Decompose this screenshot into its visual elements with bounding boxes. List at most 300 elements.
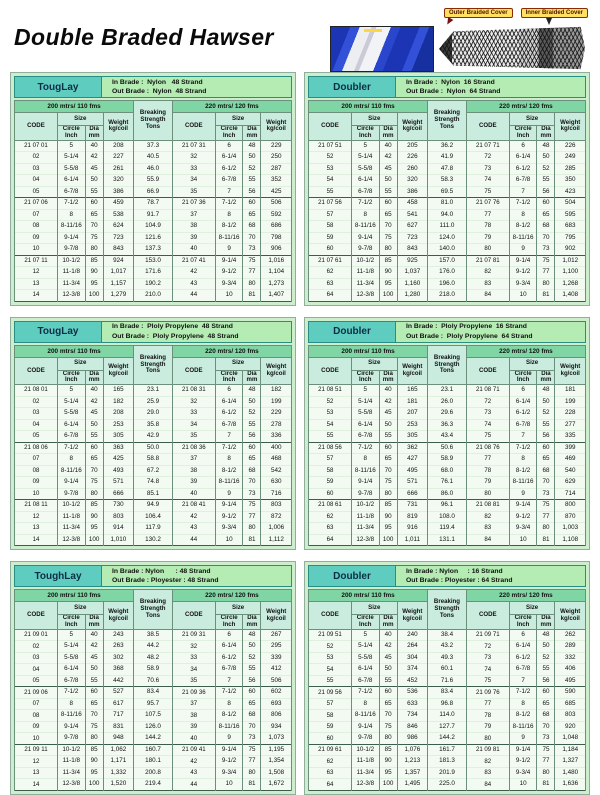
table-row xyxy=(309,767,586,779)
circle-inch-cell: 9 xyxy=(215,244,243,256)
code-cell: 21 08 06 xyxy=(15,442,58,454)
dia-mm-header: Dia mm xyxy=(379,126,397,141)
breaking-strength-cell: 86.0 xyxy=(428,488,467,500)
length-header-row xyxy=(15,101,292,113)
circle-inch-cell: 6-1/2 xyxy=(509,408,537,420)
weight-cell: 925 xyxy=(397,255,427,267)
circle-inch-cell: 5-5/8 xyxy=(351,652,379,664)
code-cell: 21 08 76 xyxy=(466,442,509,454)
code-cell: 07 xyxy=(15,698,58,710)
weight-cell: 1,017 xyxy=(103,267,133,279)
code-cell: 58 xyxy=(309,221,352,233)
breaking-strength-cell: 117.9 xyxy=(134,523,173,535)
breaking-strength-cell: 190.2 xyxy=(134,278,173,290)
code-cell: 35 xyxy=(172,675,215,687)
dia-mm-cell: 100 xyxy=(379,290,397,302)
code-cell: 43 xyxy=(172,767,215,779)
weight-header: Weight kg/coil xyxy=(397,113,427,141)
code-cell: 21 07 56 xyxy=(309,198,352,210)
weight-cell: 506 xyxy=(261,198,292,210)
circle-inch-cell: 5-1/4 xyxy=(351,641,379,653)
weight-cell: 1,184 xyxy=(555,744,586,756)
circle-inch-cell: 7 xyxy=(509,675,537,687)
weight-cell: 1,268 xyxy=(555,278,586,290)
circle-inch-cell: 9-1/2 xyxy=(215,511,243,523)
table-row xyxy=(15,267,292,279)
weight-cell: 1,636 xyxy=(555,779,586,791)
size-header: Size xyxy=(215,113,261,126)
circle-inch-header: Circle Inch xyxy=(509,615,537,630)
dia-mm-cell: 95 xyxy=(85,767,103,779)
circle-inch-cell: 9-3/4 xyxy=(509,523,537,535)
weight-cell: 571 xyxy=(397,477,427,489)
circle-inch-cell: 8-1/2 xyxy=(215,465,243,477)
table-row xyxy=(309,163,586,175)
breaking-strength-cell: 119.4 xyxy=(428,523,467,535)
circle-inch-cell: 9-3/4 xyxy=(215,278,243,290)
dia-mm-cell: 68 xyxy=(243,710,261,722)
code-cell: 80 xyxy=(466,244,509,256)
weight-cell: 1,171 xyxy=(103,756,133,768)
table-row xyxy=(15,465,292,477)
outer-cover-arrow-icon xyxy=(445,17,454,26)
rope-photo xyxy=(330,26,434,72)
code-cell: 21 07 71 xyxy=(466,140,509,152)
inner-cover-arrow-icon xyxy=(546,18,552,25)
size-header: Size xyxy=(215,357,261,370)
breaking-strength-cell: 42.9 xyxy=(134,431,173,443)
weight-cell: 1,037 xyxy=(397,267,427,279)
dia-mm-cell: 55 xyxy=(379,186,397,198)
weight-cell: 368 xyxy=(103,664,133,676)
breaking-strength-cell: 218.0 xyxy=(428,290,467,302)
weight-cell: 633 xyxy=(397,698,427,710)
circle-inch-cell: 5-1/4 xyxy=(351,152,379,164)
weight-cell: 442 xyxy=(103,675,133,687)
code-cell: 02 xyxy=(15,396,58,408)
table-row xyxy=(309,267,586,279)
weight-cell: 253 xyxy=(103,419,133,431)
code-cell: 21 08 41 xyxy=(172,500,215,512)
breaking-strength-cell: 38.5 xyxy=(134,629,173,641)
weight-cell: 253 xyxy=(397,419,427,431)
weight-cell: 495 xyxy=(397,465,427,477)
breaking-strength-cell: 200.8 xyxy=(134,767,173,779)
breaking-strength-cell: 140.0 xyxy=(428,244,467,256)
out-brade-label: Out Brade : Ploly Propylene 48 Strand xyxy=(112,332,239,340)
code-cell: 21 07 36 xyxy=(172,198,215,210)
dia-mm-cell: 75 xyxy=(85,232,103,244)
dia-mm-cell: 60 xyxy=(85,687,103,699)
weight-cell: 425 xyxy=(103,454,133,466)
dia-mm-cell: 75 xyxy=(243,255,261,267)
dia-mm-cell: 80 xyxy=(537,523,555,535)
code-cell: 39 xyxy=(172,721,215,733)
code-cell: 53 xyxy=(309,652,352,664)
circle-inch-cell: 9-1/4 xyxy=(57,232,85,244)
weight-cell: 1,012 xyxy=(555,255,586,267)
circle-inch-cell: 9-3/4 xyxy=(509,767,537,779)
circle-inch-header: Circle Inch xyxy=(57,370,85,385)
size-header: Size xyxy=(351,113,397,126)
weight-header: Weight kg/coil xyxy=(555,602,586,630)
dia-mm-header: Dia mm xyxy=(537,615,555,630)
dia-mm-header: Dia mm xyxy=(379,615,397,630)
breaking-strength-cell: 196.0 xyxy=(428,278,467,290)
dia-mm-cell: 85 xyxy=(379,255,397,267)
dia-mm-cell: 90 xyxy=(85,267,103,279)
breaking-strength-cell: 68.0 xyxy=(428,465,467,477)
table-row xyxy=(309,140,586,152)
breaking-strength-cell: 83.4 xyxy=(428,687,467,699)
code-cell: 54 xyxy=(309,419,352,431)
weight-cell: 902 xyxy=(555,244,586,256)
circle-inch-cell: 7-1/2 xyxy=(215,687,243,699)
dia-mm-cell: 95 xyxy=(379,278,397,290)
dia-mm-cell: 48 xyxy=(243,629,261,641)
length-200-header: 200 mtrs/ 110 fms xyxy=(309,345,428,357)
length-header-row xyxy=(309,590,586,602)
dia-mm-cell: 81 xyxy=(537,290,555,302)
circle-inch-cell: 5 xyxy=(57,140,85,152)
dia-mm-cell: 50 xyxy=(243,396,261,408)
code-cell: 84 xyxy=(466,779,509,791)
code-cell: 74 xyxy=(466,419,509,431)
table-row xyxy=(15,290,292,302)
code-cell: 21 07 06 xyxy=(15,198,58,210)
brade-spec xyxy=(396,565,586,587)
breaking-strength-cell: 201.9 xyxy=(428,767,467,779)
weight-cell: 289 xyxy=(555,641,586,653)
weight-cell: 386 xyxy=(397,186,427,198)
circle-inch-cell: 8-11/16 xyxy=(57,465,85,477)
table-row xyxy=(15,652,292,664)
product-group xyxy=(10,561,296,795)
weight-cell: 250 xyxy=(261,152,292,164)
weight-cell: 914 xyxy=(103,523,133,535)
length-220-header: 220 mtrs/ 120 fms xyxy=(466,590,585,602)
in-brade-label: In Brade : Nylon 48 Strand xyxy=(112,78,203,86)
circle-inch-cell: 11-3/4 xyxy=(57,278,85,290)
dia-mm-cell: 77 xyxy=(243,511,261,523)
code-cell: 21 09 71 xyxy=(466,629,509,641)
table-row xyxy=(309,244,586,256)
weight-cell: 320 xyxy=(397,175,427,187)
dia-mm-cell: 73 xyxy=(537,488,555,500)
dia-mm-cell: 80 xyxy=(85,733,103,745)
breaking-strength-cell: 225.0 xyxy=(428,779,467,791)
dia-mm-cell: 60 xyxy=(537,198,555,210)
breaking-strength-cell: 48.2 xyxy=(134,652,173,664)
code-cell: 21 08 56 xyxy=(309,442,352,454)
dia-mm-header: Dia mm xyxy=(537,370,555,385)
page-header xyxy=(0,0,600,72)
weight-header: Weight kg/coil xyxy=(555,113,586,141)
breaking-strength-cell: 176.0 xyxy=(428,267,467,279)
dia-mm-cell: 65 xyxy=(379,698,397,710)
circle-inch-header: Circle Inch xyxy=(351,370,379,385)
code-header: CODE xyxy=(172,357,215,385)
dia-mm-cell: 55 xyxy=(85,186,103,198)
circle-inch-cell: 5-1/4 xyxy=(57,152,85,164)
dia-mm-cell: 75 xyxy=(379,232,397,244)
code-cell: 10 xyxy=(15,244,58,256)
breaking-strength-cell: 71.6 xyxy=(428,675,467,687)
table-row xyxy=(15,232,292,244)
circle-inch-cell: 9-1/2 xyxy=(509,511,537,523)
weight-cell: 227 xyxy=(103,152,133,164)
code-header: CODE xyxy=(15,357,58,385)
table-row xyxy=(309,186,586,198)
circle-inch-cell: 7 xyxy=(215,675,243,687)
circle-inch-cell: 9-3/4 xyxy=(215,523,243,535)
dia-mm-cell: 65 xyxy=(243,698,261,710)
dia-mm-cell: 65 xyxy=(243,209,261,221)
weight-cell: 199 xyxy=(261,396,292,408)
weight-cell: 714 xyxy=(555,488,586,500)
length-header-row xyxy=(309,101,586,113)
table-row xyxy=(309,756,586,768)
code-cell: 74 xyxy=(466,175,509,187)
product-group xyxy=(10,72,296,306)
code-cell: 09 xyxy=(15,721,58,733)
circle-inch-cell: 9-1/4 xyxy=(351,721,379,733)
hawser-spec-table xyxy=(14,345,292,547)
circle-inch-cell: 6 xyxy=(509,385,537,397)
circle-inch-header: Circle Inch xyxy=(215,370,243,385)
code-cell: 64 xyxy=(309,534,352,546)
dia-mm-cell: 70 xyxy=(537,477,555,489)
dia-mm-cell: 42 xyxy=(85,396,103,408)
weight-cell: 208 xyxy=(103,408,133,420)
product-name: TougLay xyxy=(14,321,102,343)
circle-inch-cell: 11-3/4 xyxy=(351,523,379,535)
hawser-spec-table xyxy=(308,589,586,791)
hawser-spec-table xyxy=(14,589,292,791)
circle-inch-cell: 7 xyxy=(509,186,537,198)
circle-inch-cell: 9-7/8 xyxy=(57,733,85,745)
dia-mm-cell: 42 xyxy=(85,641,103,653)
code-cell: 21 09 11 xyxy=(15,744,58,756)
circle-inch-cell: 6-1/4 xyxy=(509,396,537,408)
code-cell: 12 xyxy=(15,756,58,768)
circle-inch-cell: 10-1/2 xyxy=(57,500,85,512)
dia-mm-cell: 55 xyxy=(85,675,103,687)
code-cell: 21 09 41 xyxy=(172,744,215,756)
table-row xyxy=(309,511,586,523)
circle-inch-cell: 11-1/8 xyxy=(57,267,85,279)
weight-cell: 872 xyxy=(261,511,292,523)
length-220-header: 220 mtrs/ 120 fms xyxy=(172,101,291,113)
circle-inch-cell: 5-1/4 xyxy=(351,396,379,408)
weight-cell: 1,279 xyxy=(103,290,133,302)
weight-cell: 386 xyxy=(103,186,133,198)
circle-inch-cell: 6-7/8 xyxy=(351,186,379,198)
dia-mm-cell: 77 xyxy=(243,756,261,768)
dia-mm-cell: 77 xyxy=(537,511,555,523)
code-cell: 07 xyxy=(15,209,58,221)
circle-inch-cell: 10-1/2 xyxy=(351,744,379,756)
weight-cell: 267 xyxy=(261,629,292,641)
circle-inch-cell: 6-1/4 xyxy=(351,175,379,187)
breaking-strength-cell: 124.0 xyxy=(428,232,467,244)
code-cell: 83 xyxy=(466,278,509,290)
weight-cell: 666 xyxy=(397,488,427,500)
dia-mm-cell: 60 xyxy=(379,687,397,699)
dia-mm-cell: 80 xyxy=(85,244,103,256)
size-header: Size xyxy=(57,113,103,126)
out-brade-label: Out Brade : Nylon 64 Strand xyxy=(406,88,501,95)
weight-cell: 1,073 xyxy=(261,733,292,745)
table-row xyxy=(309,698,586,710)
weight-cell: 723 xyxy=(397,232,427,244)
table-row xyxy=(15,756,292,768)
weight-cell: 1,157 xyxy=(103,278,133,290)
circle-inch-cell: 5-5/8 xyxy=(351,408,379,420)
size-header: Size xyxy=(351,602,397,615)
breaking-strength-cell: 96.1 xyxy=(428,500,467,512)
circle-inch-cell: 9-7/8 xyxy=(57,244,85,256)
table-row xyxy=(15,511,292,523)
circle-inch-cell: 9-7/8 xyxy=(351,244,379,256)
breaking-strength-cell: 40.5 xyxy=(134,152,173,164)
breaking-strength-cell: 94.0 xyxy=(428,209,467,221)
table-row xyxy=(309,710,586,722)
dia-mm-cell: 50 xyxy=(537,396,555,408)
table-row xyxy=(15,175,292,187)
rope-illustration xyxy=(439,26,585,70)
dia-mm-cell: 77 xyxy=(537,756,555,768)
weight-cell: 199 xyxy=(555,396,586,408)
breaking-strength-cell: 181.3 xyxy=(428,756,467,768)
table-row xyxy=(309,779,586,791)
code-cell: 21 08 81 xyxy=(466,500,509,512)
code-cell: 42 xyxy=(172,511,215,523)
circle-inch-cell: 8-11/16 xyxy=(351,465,379,477)
dia-mm-cell: 70 xyxy=(85,465,103,477)
code-cell: 03 xyxy=(15,652,58,664)
dia-mm-cell: 40 xyxy=(85,385,103,397)
dia-mm-cell: 90 xyxy=(85,511,103,523)
code-cell: 84 xyxy=(466,290,509,302)
circle-inch-header: Circle Inch xyxy=(215,615,243,630)
code-cell: 57 xyxy=(309,209,352,221)
weight-cell: 734 xyxy=(397,710,427,722)
circle-inch-cell: 8-11/16 xyxy=(351,710,379,722)
code-cell: 42 xyxy=(172,267,215,279)
code-cell: 21 09 51 xyxy=(309,629,352,641)
circle-inch-cell: 5 xyxy=(57,629,85,641)
weight-cell: 1,010 xyxy=(103,534,133,546)
circle-inch-cell: 8-11/16 xyxy=(215,232,243,244)
code-cell: 80 xyxy=(466,488,509,500)
length-220-header: 220 mtrs/ 120 fms xyxy=(172,345,291,357)
code-cell: 03 xyxy=(15,163,58,175)
weight-cell: 362 xyxy=(397,442,427,454)
circle-inch-cell: 9-1/2 xyxy=(215,267,243,279)
code-cell: 34 xyxy=(172,664,215,676)
circle-inch-cell: 7-1/2 xyxy=(57,198,85,210)
breaking-strength-cell: 29.6 xyxy=(428,408,467,420)
weight-cell: 986 xyxy=(397,733,427,745)
circle-inch-cell: 9-1/4 xyxy=(351,477,379,489)
weight-cell: 1,520 xyxy=(103,779,133,791)
weight-cell: 1,006 xyxy=(261,523,292,535)
weight-cell: 843 xyxy=(103,244,133,256)
code-cell: 79 xyxy=(466,477,509,489)
dia-mm-cell: 50 xyxy=(379,664,397,676)
dia-mm-cell: 60 xyxy=(243,198,261,210)
circle-inch-cell: 8 xyxy=(509,698,537,710)
table-row xyxy=(15,675,292,687)
weight-cell: 540 xyxy=(555,465,586,477)
dia-mm-cell: 73 xyxy=(243,244,261,256)
circle-inch-cell: 8 xyxy=(509,209,537,221)
weight-cell: 335 xyxy=(555,431,586,443)
table-row xyxy=(15,687,292,699)
breaking-strength-cell: 127.7 xyxy=(428,721,467,733)
weight-cell: 630 xyxy=(261,477,292,489)
section-nylon-polyester xyxy=(10,561,590,795)
dia-mm-cell: 73 xyxy=(537,733,555,745)
breaking-strength-cell: 36.3 xyxy=(428,419,467,431)
table-row xyxy=(15,454,292,466)
dia-mm-cell: 56 xyxy=(537,186,555,198)
dia-mm-cell: 40 xyxy=(379,385,397,397)
breaking-strength-cell: 130.2 xyxy=(134,534,173,546)
group-header xyxy=(14,76,292,98)
weight-cell: 595 xyxy=(555,209,586,221)
weight-header: Weight kg/coil xyxy=(103,113,133,141)
length-200-header: 200 mtrs/ 110 fms xyxy=(309,101,428,113)
weight-cell: 800 xyxy=(555,500,586,512)
code-cell: 60 xyxy=(309,488,352,500)
code-cell: 09 xyxy=(15,477,58,489)
code-cell: 57 xyxy=(309,454,352,466)
circle-inch-cell: 12-3/8 xyxy=(351,534,379,546)
code-cell: 14 xyxy=(15,534,58,546)
circle-inch-cell: 11-3/4 xyxy=(57,767,85,779)
table-row xyxy=(309,419,586,431)
weight-cell: 627 xyxy=(397,221,427,233)
dia-mm-cell: 65 xyxy=(379,209,397,221)
weight-cell: 262 xyxy=(555,629,586,641)
code-cell: 21 09 76 xyxy=(466,687,509,699)
dia-mm-cell: 52 xyxy=(243,163,261,175)
circle-inch-header: Circle Inch xyxy=(509,370,537,385)
code-header: CODE xyxy=(172,602,215,630)
dia-mm-cell: 75 xyxy=(537,500,555,512)
circle-inch-header: Circle Inch xyxy=(215,126,243,141)
table-row xyxy=(15,385,292,397)
breaking-strength-header: Breaking Strength Tons xyxy=(428,345,467,385)
weight-cell: 538 xyxy=(103,209,133,221)
table-row xyxy=(15,477,292,489)
table-row xyxy=(15,431,292,443)
code-cell: 14 xyxy=(15,779,58,791)
circle-inch-cell: 8-11/16 xyxy=(509,232,537,244)
dia-mm-cell: 90 xyxy=(379,756,397,768)
circle-inch-cell: 8 xyxy=(351,209,379,221)
code-cell: 43 xyxy=(172,523,215,535)
dia-mm-cell: 70 xyxy=(243,721,261,733)
circle-inch-cell: 6-7/8 xyxy=(509,175,537,187)
dia-mm-header: Dia mm xyxy=(537,126,555,141)
dia-mm-cell: 81 xyxy=(243,779,261,791)
breaking-strength-cell: 74.8 xyxy=(134,477,173,489)
weight-cell: 285 xyxy=(555,163,586,175)
table-row xyxy=(15,278,292,290)
